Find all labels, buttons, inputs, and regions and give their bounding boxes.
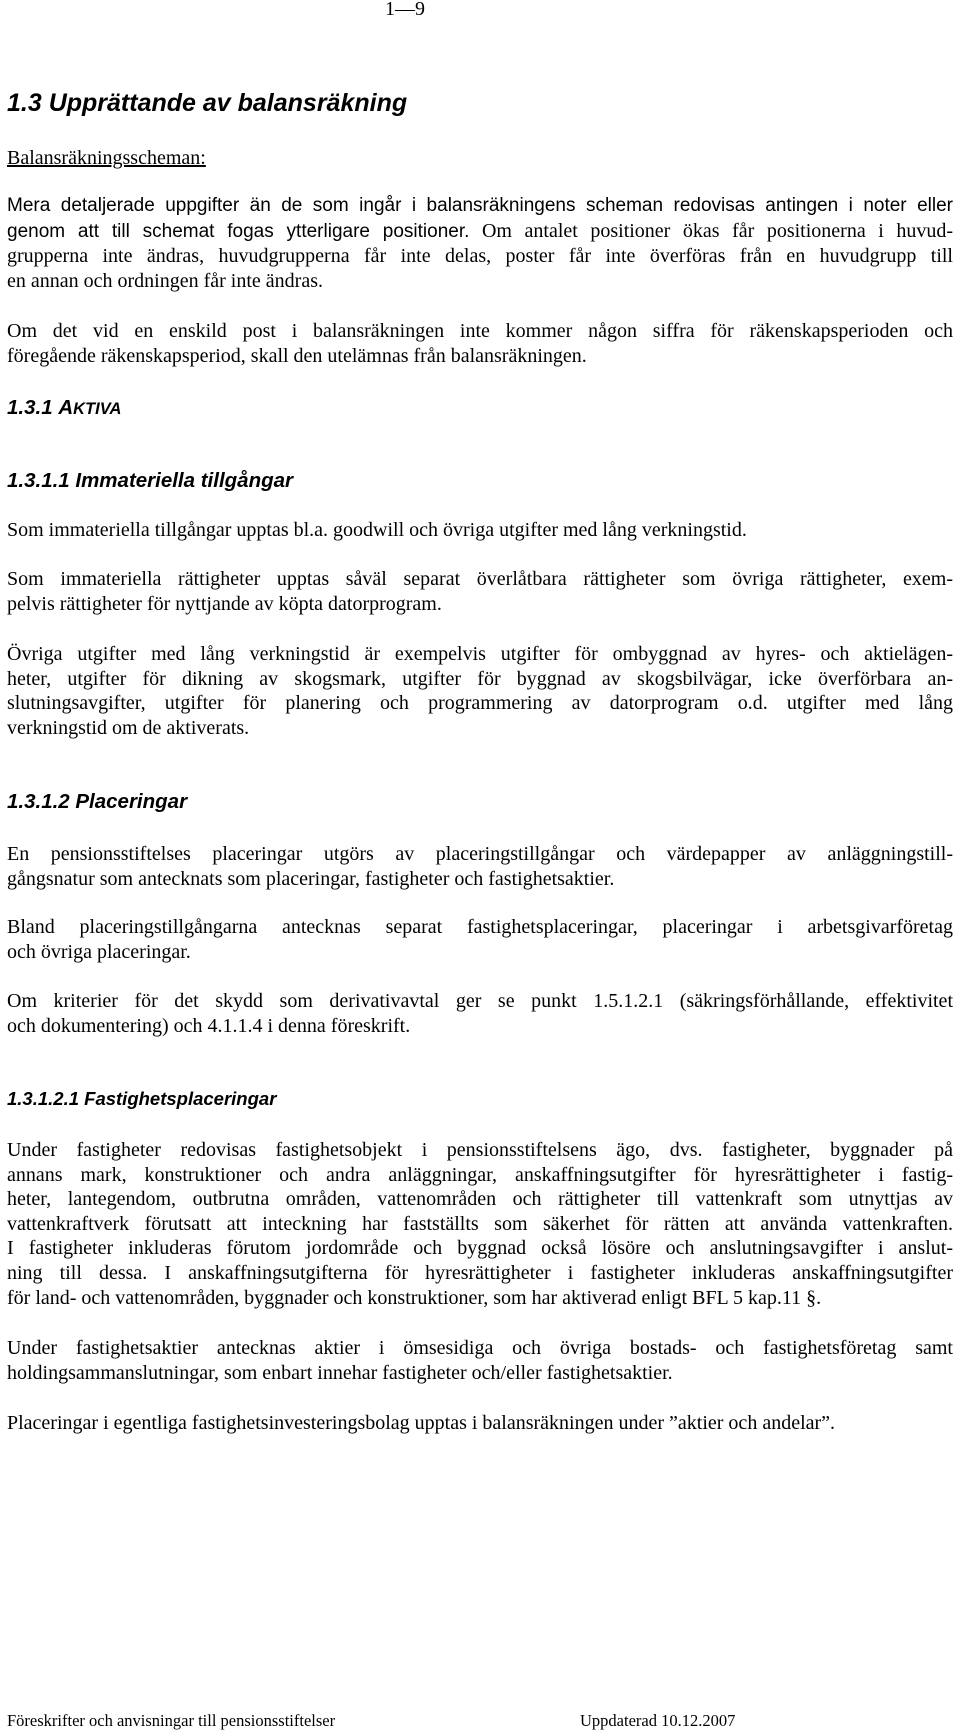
- paragraph-intro-1: [7, 194, 953, 293]
- paragraph-fastighetsplaceringar-1: [7, 1138, 953, 1310]
- paragraph-placeringar-3: [7, 989, 953, 1038]
- paragraph-line: och övriga placeringar.: [7, 940, 191, 963]
- paragraph-line-serif-part: Om antalet positioner ökas får positionerna i huvud-: [469, 219, 954, 242]
- paragraph-immateriella-3: [7, 642, 953, 740]
- paragraph-line: för land- och vattenområden, byggnader och konstruktioner, som har aktiverad enligt BFL 5 kap.11 §.: [7, 1286, 822, 1309]
- page-number: 1—9: [385, 0, 425, 20]
- paragraph-line-sans-part: genom att till schemat fogas ytterligare positioner.: [7, 220, 470, 242]
- paragraph-line: heter, lantegendom, outbrutna områden, vattenområden och rättigheter till vattenkraft som utnyttjas av: [7, 1188, 953, 1211]
- paragraph-line: vattenkraftverk förutsatt att inteckning har fastställts som säkerhet för rätten att använda vattenkraften.: [7, 1212, 953, 1235]
- paragraph-line: Placeringar i egentliga fastighetsinvesteringsbolag upptas i balansräkningen under ”aktier och andelar”.: [7, 1412, 836, 1434]
- paragraph-line: Bland placeringstillgångarna antecknas separat fastighetsplaceringar, placeringar i arbetsgivarföretag: [7, 916, 953, 938]
- paragraph-line: I fastigheter inkluderas förutom jordområde och byggnad också lösöre och anslutningsavgifter i anslut-: [7, 1237, 953, 1260]
- paragraph-line: Om det vid en enskild post i balansräkningen inte kommer någon siffra för räkenskapsperioden och: [7, 320, 953, 342]
- paragraph-line: heter, utgifter för dikning av skogsmark, utgifter för byggnad av skogsbilvägar, icke överförbara an-: [7, 667, 953, 690]
- paragraph-fastighetsplaceringar-2: [7, 1336, 953, 1385]
- paragraph-placeringar-1: [7, 842, 953, 891]
- heading-placeringar: 1.3.1.2 Placeringar: [7, 790, 188, 813]
- paragraph-fastighetsplaceringar-3: [7, 1411, 953, 1436]
- paragraph-line: Som immateriella rättigheter upptas såväl separat överlåtbara rättigheter som övriga rättigheter, exem-: [7, 568, 953, 590]
- paragraph-line: Under fastigheter redovisas fastighetsobjekt i pensionsstiftelsens ägo, dvs. fastigheter, byggnader på: [7, 1139, 953, 1161]
- heading-number: 1.3.1: [7, 396, 53, 419]
- paragraph-line: holdingsammanslutningar, som enbart innehar fastigheter och/eller fastighetsaktier.: [7, 1361, 673, 1384]
- footer-updated-date: Uppdaterad 10.12.2007: [580, 1711, 736, 1730]
- paragraph-line: gångsnatur som antecknats som placeringar, fastigheter och fastighetsaktier.: [7, 867, 615, 890]
- paragraph-line: En pensionsstiftelses placeringar utgörs av placeringstillgångar och värdepapper av anläggningstill-: [7, 843, 953, 865]
- section-heading: 1.3 Upprättande av balansräkning: [7, 89, 408, 117]
- paragraph-line: och dokumentering) och 4.1.1.4 i denna föreskrift.: [7, 1014, 411, 1037]
- paragraph-intro-2: [7, 319, 953, 368]
- paragraph-line: Om kriterier för det skydd som derivativavtal ger se punkt 1.5.1.2.1 (säkringsförhållande, effektivitet: [7, 990, 953, 1012]
- paragraph-line: grupperna inte ändras, huvudgrupperna får inte delas, poster får inte överföras från en huvudgrupp till: [7, 245, 953, 268]
- paragraph-immateriella-1: [7, 518, 953, 543]
- paragraph-line: verkningstid om de aktiverats.: [7, 716, 250, 739]
- schema-label-row: [7, 146, 953, 171]
- paragraph-placeringar-2: [7, 915, 953, 964]
- heading-immateriella: 1.3.1.1 Immateriella tillgångar: [7, 469, 293, 492]
- heading-fastighetsplaceringar: 1.3.1.2.1 Fastighetsplaceringar: [7, 1088, 277, 1109]
- paragraph-line: en annan och ordningen får inte ändras.: [7, 269, 323, 292]
- paragraph-immateriella-2: [7, 567, 953, 616]
- heading-title: AKTIVA: [58, 396, 122, 419]
- paragraph-line: föregående räkenskapsperiod, skall den utelämnas från balansräkningen.: [7, 344, 587, 367]
- paragraph-line: pelvis rättigheter för nyttjande av köpta datorprogram.: [7, 592, 442, 615]
- paragraph-line: Som immateriella tillgångar upptas bl.a. goodwill och övriga utgifter med lång verkningstid.: [7, 519, 747, 541]
- footer-document-title: Föreskrifter och anvisningar till pensionsstiftelser: [7, 1711, 336, 1730]
- schema-label: Balansräkningsscheman:: [7, 147, 206, 169]
- heading-aktiva: [7, 396, 953, 421]
- paragraph-line: slutningsavgifter, utgifter för planering och programmering av datorprogram o.d. utgifter med lång: [7, 692, 953, 715]
- paragraph-line: annans mark, konstruktioner och andra anläggningar, anskaffningsutgifter för hyresrättigheter i fastig-: [7, 1163, 953, 1186]
- paragraph-line: Under fastighetsaktier antecknas aktier i ömsesidiga och övriga bostads- och fastighetsföretag samt: [7, 1337, 953, 1359]
- paragraph-line: [7, 219, 953, 245]
- paragraph-line: Övriga utgifter med lång verkningstid är exempelvis utgifter för ombyggnad av hyres- och aktielägen-: [7, 643, 953, 665]
- paragraph-line: Mera detaljerade uppgifter än de som ingår i balansräkningens scheman redovisas antingen i noter eller: [7, 195, 953, 216]
- paragraph-line: ning till dessa. I anskaffningsutgifterna för hyresrättigheter i fastigheter inkluderas anskaffningsutgifter: [7, 1261, 953, 1284]
